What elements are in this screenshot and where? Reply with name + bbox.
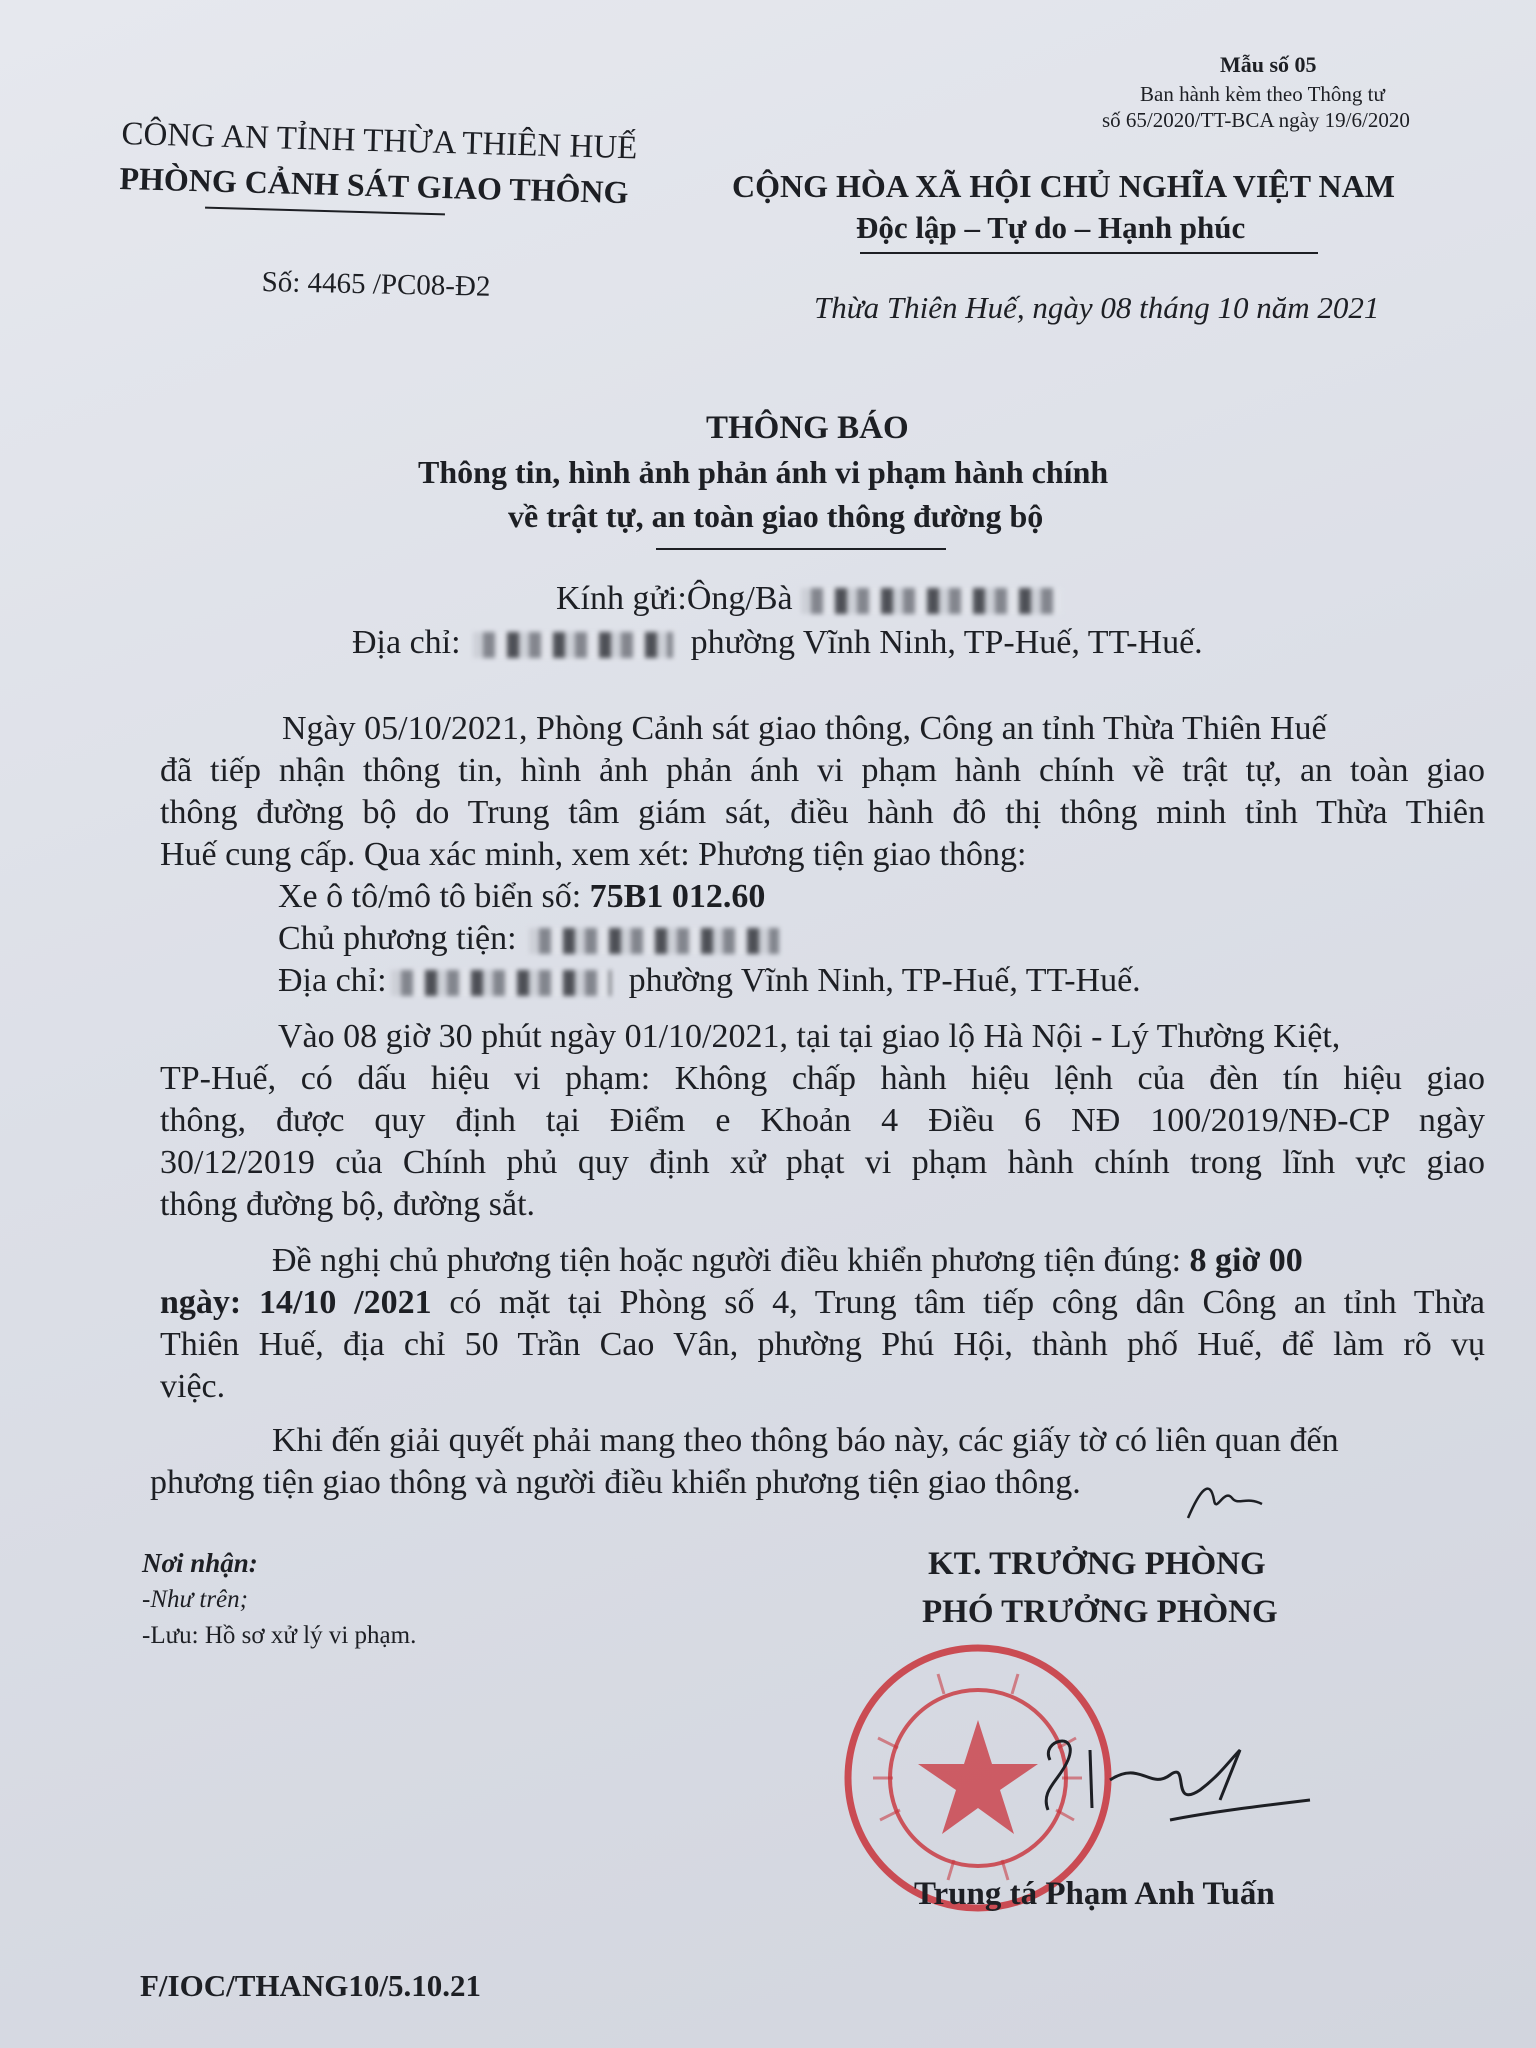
paragraph-2-line-2: TP-Huế, có dấu hiệu vi phạm: Không chấp hành hiệu lệnh của đèn tín hiệu giao xyxy=(160,1060,1485,1097)
paragraph-2-line-1: Vào 08 giờ 30 phút ngày 01/10/2021, tại tại giao lộ Hà Nội - Lý Thường Kiệt, xyxy=(278,1018,1341,1055)
address-label: Địa chỉ: xyxy=(352,624,461,661)
paragraph-3-line-1 xyxy=(272,1240,1303,1282)
initials-mark xyxy=(1180,1470,1270,1530)
redacted-owner xyxy=(529,928,779,954)
vehicle-owner-label: Chủ phương tiện: xyxy=(278,920,517,957)
paragraph-1-line-4: Huế cung cấp. Qua xác minh, xem xét: Phương tiện giao thông: xyxy=(160,836,1027,873)
motto-underline xyxy=(860,252,1318,254)
vehicle-address-line xyxy=(278,960,1141,1002)
recipient-same-as-above: -Như trên; xyxy=(142,1586,248,1613)
notice-title: THÔNG BÁO xyxy=(706,410,909,446)
vehicle-owner-line xyxy=(278,918,779,960)
paragraph-1-line-3: thông đường bộ do Trung tâm giám sát, điều hành đô thị thông minh tỉnh Thừa Thiên xyxy=(160,794,1485,831)
redacted-address xyxy=(473,632,673,658)
recipient-line xyxy=(556,578,1061,620)
paragraph-3-line-2 xyxy=(160,1282,1485,1324)
form-number: Mẫu số 05 xyxy=(1220,52,1317,77)
recipient-address xyxy=(352,622,1203,664)
notice-subtitle-2: về trật tự, an toàn giao thông đường bộ xyxy=(508,498,1044,534)
form-issued-by: Ban hành kèm theo Thông tư xyxy=(1140,82,1385,106)
appointment-date: ngày: 14/10 /2021 xyxy=(160,1284,432,1321)
department-name: PHÒNG CẢNH SÁT GIAO THÔNG xyxy=(118,160,629,211)
redacted-owner-address xyxy=(391,970,611,996)
title-underline xyxy=(656,548,946,550)
appointment-request: Đề nghị chủ phương tiện hoặc người điều khiển phương tiện đúng: xyxy=(272,1242,1190,1279)
signer-position-1: KT. TRƯỞNG PHÒNG xyxy=(928,1546,1266,1582)
vehicle-plate-value: 75B1 012.60 xyxy=(589,878,766,915)
redacted-name xyxy=(801,588,1061,614)
signer-name: Trung tá Phạm Anh Tuấn xyxy=(914,1876,1275,1912)
paragraph-3-line-3: Thiên Huế, địa chỉ 50 Trần Cao Vân, phường Phú Hội, thành phố Huế, để làm rõ vụ xyxy=(160,1326,1485,1363)
vehicle-address-value: phường Vĩnh Ninh, TP-Huế, TT-Huế. xyxy=(628,962,1141,999)
department-underline xyxy=(205,207,445,216)
notice-subtitle-1: Thông tin, hình ảnh phản ánh vi phạm hành chính xyxy=(418,454,1109,490)
handwritten-signature xyxy=(1020,1720,1320,1850)
document-code: F/IOC/THANG10/5.10.21 xyxy=(140,1968,482,2003)
vehicle-plate-line xyxy=(278,876,765,918)
paragraph-2-line-4: 30/12/2019 của Chính phủ quy định xử phạt vi phạm hành chính trong lĩnh vực giao xyxy=(160,1144,1485,1181)
paragraph-1-line-2: đã tiếp nhận thông tin, hình ảnh phản ánh vi phạm hành chính về trật tự, an toàn giao xyxy=(160,752,1485,789)
appointment-time: 8 giờ 00 xyxy=(1189,1242,1303,1279)
appointment-place: có mặt tại Phòng số 4, Trung tâm tiếp công dân Công an tỉnh Thừa xyxy=(431,1284,1486,1321)
document-number: Số: 4465 /PC08-Đ2 xyxy=(261,266,491,303)
national-title: CỘNG HÒA XÃ HỘI CHỦ NGHĨA VIỆT NAM xyxy=(732,168,1395,204)
paragraph-4-line-2: phương tiện giao thông và người điều khiển phương tiện giao thông. xyxy=(150,1464,1081,1501)
address-value: phường Vĩnh Ninh, TP-Huế, TT-Huế. xyxy=(690,624,1203,661)
agency-name: CÔNG AN TỈNH THỪA THIÊN HUẾ xyxy=(120,116,638,167)
form-circular: số 65/2020/TT-BCA ngày 19/6/2020 xyxy=(1102,108,1410,132)
signer-position-2: PHÓ TRƯỞNG PHÒNG xyxy=(922,1594,1278,1630)
vehicle-address-label: Địa chỉ: xyxy=(278,962,387,999)
paragraph-2-line-3: thông, được quy định tại Điểm e Khoản 4 Điều 6 NĐ 100/2019/NĐ-CP ngày xyxy=(160,1102,1485,1139)
paragraph-2-line-5: thông đường bộ, đường sắt. xyxy=(160,1186,536,1223)
paragraph-1-line-1: Ngày 05/10/2021, Phòng Cảnh sát giao thông, Công an tỉnh Thừa Thiên Huế xyxy=(282,710,1327,747)
national-motto: Độc lập – Tự do – Hạnh phúc xyxy=(856,210,1246,245)
vehicle-plate-label: Xe ô tô/mô tô biển số: xyxy=(278,878,590,915)
issue-date: Thừa Thiên Huế, ngày 08 tháng 10 năm 2021 xyxy=(814,290,1380,325)
recipients-heading: Nơi nhận: xyxy=(142,1548,258,1578)
paragraph-4-line-1: Khi đến giải quyết phải mang theo thông báo này, các giấy tờ có liên quan đến xyxy=(272,1422,1339,1459)
recipient-label: Kính gửi:Ông/Bà xyxy=(556,580,793,617)
recipient-archive: -Lưu: Hồ sơ xử lý vi phạm. xyxy=(142,1622,417,1649)
paragraph-3-line-4: việc. xyxy=(160,1368,226,1405)
